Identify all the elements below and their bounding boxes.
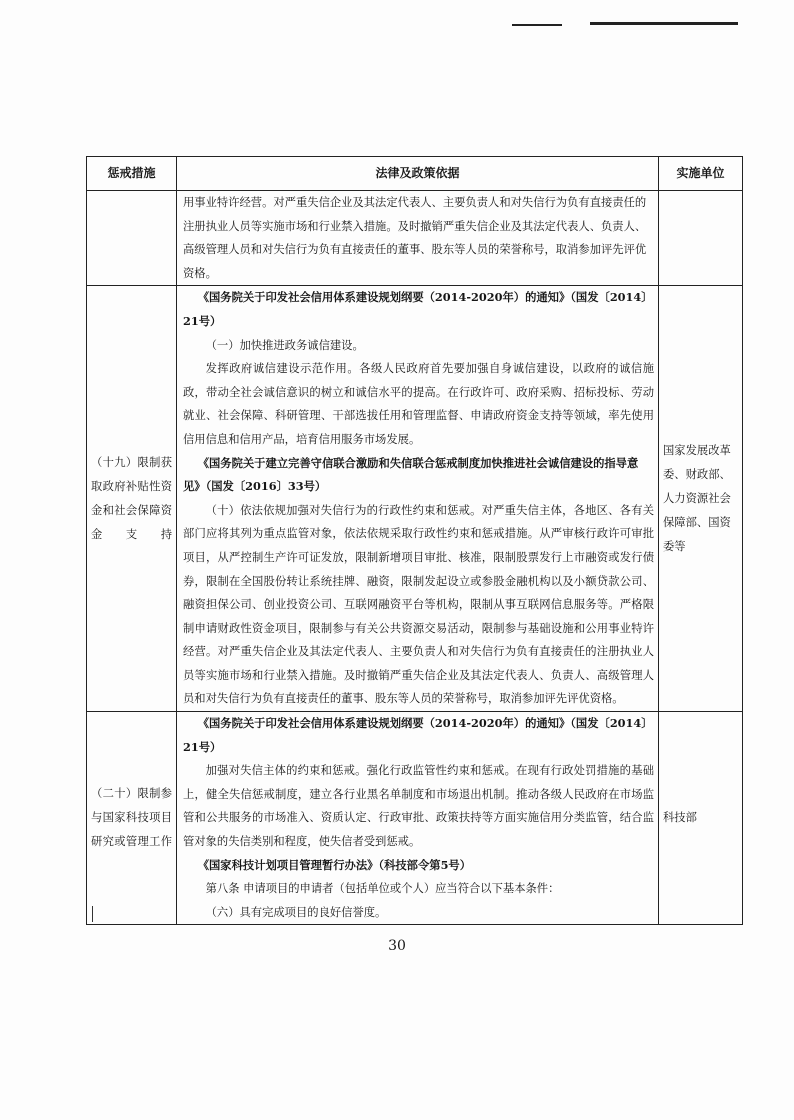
basis-cell bbox=[177, 712, 659, 925]
header-basis: 法律及政策依据 bbox=[177, 157, 659, 191]
basis-paragraph: 加强对失信主体的约束和惩戒。强化行政监管性约束和惩戒。在现有行政处罚措施的基础上，健全失信惩戒制度，建立各行业黑名单制度和市场退出机制。推动各级人民政府在市场监管和公共服务的市场准入、资质认定、行政审批、政策扶持等方面实施信用分类监管，结合监管对象的失信类别和程度，使失信者受到惩戒。 bbox=[183, 764, 654, 849]
basis-paragraph: （十）依法依规加强对失信行为的行政性约束和惩戒。对严重失信主体，各地区、各有关部门应将其列为重点监管对象，依法依规采取行政性约束和惩戒措施。从严审核行政许可审批项目，从严控制生产许可证发放，限制新增项目审批、核准，限制股票发行上市融资或发行债券，限制在全国股份转让系统挂牌、融资，限制发起设立或参股金融机构以及小额贷款公司、融资担保公司、创业投资公司、互联网融资平台等机构，限制从事互联网信息服务等。严格限制申请财政性资金项目，限制参与有关公共资源交易活动，限制参与基础设施和公用事业特许经营。对严重失信企业及其法定代表人、主要负责人和对失信行为负有直接责任的注册执业人员等实施市场和行业禁入措施。及时撤销严重失信企业及其法定代表人、负责人、高级管理人员和对失信行为负有直接责任的董事、股东等人员的荣誉称号，取消参加评先评优资格。 bbox=[183, 503, 654, 706]
basis-cell bbox=[177, 191, 659, 286]
basis-paragraph: 用事业特许经营。对严重失信企业及其法定代表人、主要负责人和对失信行为负有直接责任的注册执业人员等实施市场和行业禁入措施。及时撤销严重失信企业及其法定代表人、负责人、高级管理人员和对失信行为负有直接责任的董事、股东等人员的荣誉称号，取消参加评先评优资格。 bbox=[183, 196, 647, 280]
measure-cell: （十九）限制获取政府补贴性资金和社会保障资金支持 bbox=[87, 286, 177, 712]
basis-paragraph: 发挥政府诚信建设示范作用。各级人民政府首先要加强自身诚信建设，以政府的诚信施政，带动全社会诚信意识的树立和诚信水平的提高。在行政许可、政府采购、招标投标、劳动就业、社会保障、科研管理、干部选拔任用和管理监督、申请政府资金支持等领域，率先使用信用信息和信用产品，培育信用服务市场发展。 bbox=[183, 362, 654, 446]
scan-artifact-tick bbox=[92, 906, 93, 922]
header-measure: 惩戒措施 bbox=[87, 157, 177, 191]
unit-cell: 科技部 bbox=[659, 712, 743, 925]
document-title: 《国务院关于印发社会信用体系建设规划纲要（2014-2020年）的通知》（国发〔2014〕21号） bbox=[183, 716, 653, 754]
measure-cell bbox=[87, 191, 177, 286]
section-heading: （一）加快推进政务诚信建设。 bbox=[205, 338, 364, 352]
table-header-row bbox=[87, 157, 743, 191]
scan-artifact-line bbox=[590, 22, 738, 25]
unit-cell bbox=[659, 191, 743, 286]
document-title: 《国家科技计划项目管理暂行办法》（科技部令第5号） bbox=[197, 857, 472, 872]
page-number: 30 bbox=[388, 938, 406, 954]
document-title: 《国务院关于建立完善守信联合激励和失信联合惩戒制度加快推进社会诚信建设的指导意见》（国发〔2016〕33号） bbox=[183, 455, 639, 494]
scan-artifact-line bbox=[512, 24, 562, 26]
table-row bbox=[87, 191, 743, 286]
measure-cell: （二十）限制参与国家科技项目研究或管理工作 bbox=[87, 712, 177, 925]
document-title: 《国务院关于印发社会信用体系建设规划纲要（2014-2020年）的通知》（国发〔2014〕21号） bbox=[183, 290, 653, 328]
table-row bbox=[87, 712, 743, 925]
header-unit: 实施单位 bbox=[659, 157, 743, 191]
policy-table bbox=[86, 156, 743, 925]
article-item: （六）具有完成项目的良好信誉度。 bbox=[205, 905, 387, 919]
basis-cell bbox=[177, 286, 659, 712]
table-row bbox=[87, 286, 743, 712]
unit-cell: 国家发展改革委、财政部、人力资源社会保障部、国资委等 bbox=[659, 286, 743, 712]
article-text: 第八条 申请项目的申请者（包括单位或个人）应当符合以下基本条件： bbox=[205, 882, 560, 896]
